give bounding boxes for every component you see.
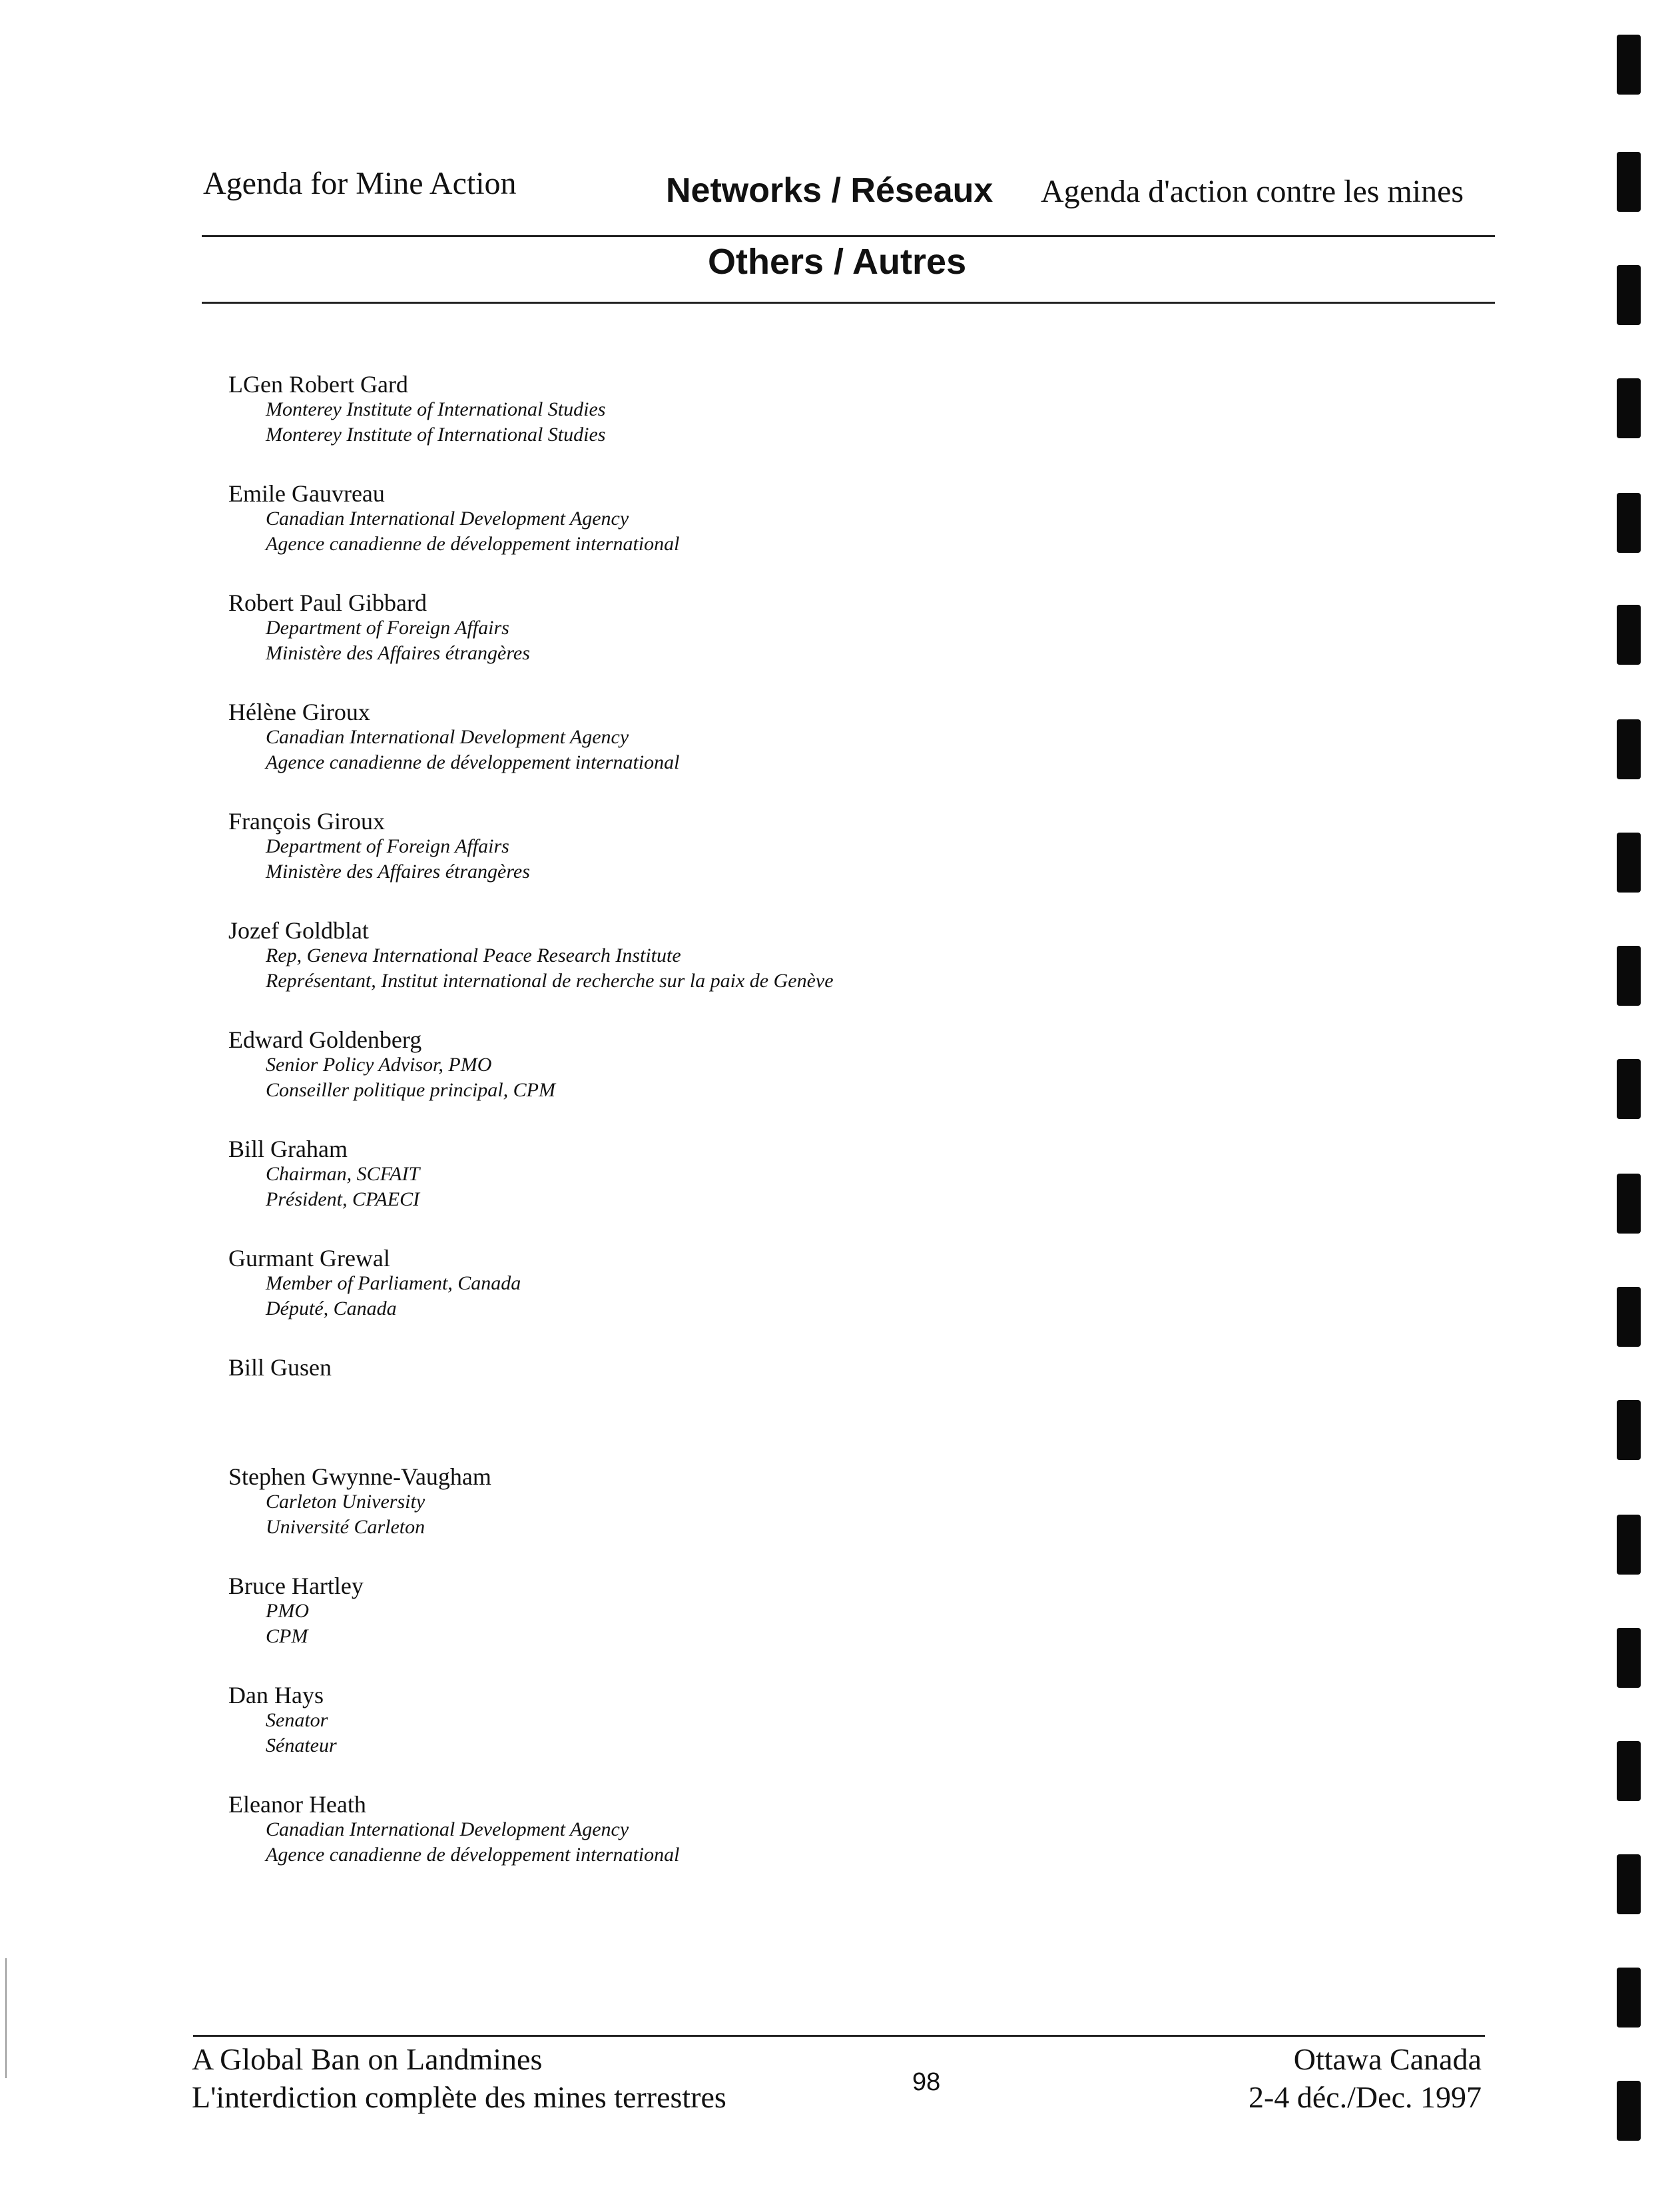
binding-hole bbox=[1617, 1854, 1641, 1914]
participant-entry bbox=[228, 1682, 1294, 1792]
binding-hole bbox=[1617, 833, 1641, 893]
scan-edge-mark bbox=[5, 1958, 7, 2078]
participant-affiliation-en: Canadian International Development Agency bbox=[266, 1818, 629, 1840]
binding-hole bbox=[1617, 605, 1641, 665]
participant-affiliation-fr: CPM bbox=[266, 1625, 308, 1647]
participant-name: Bruce Hartley bbox=[228, 1573, 364, 1599]
participant-entry bbox=[228, 1355, 1294, 1464]
footer-title-en: A Global Ban on Landmines bbox=[192, 2042, 543, 2076]
participant-name: François Giroux bbox=[228, 808, 385, 835]
binding-hole bbox=[1617, 2081, 1641, 2141]
binding-hole bbox=[1617, 493, 1641, 553]
binding-hole bbox=[1617, 1400, 1641, 1460]
participant-entry bbox=[228, 481, 1294, 590]
participant-entry bbox=[228, 1464, 1294, 1573]
participant-affiliation-en: Chairman, SCFAIT bbox=[266, 1163, 420, 1185]
binding-hole bbox=[1617, 378, 1641, 438]
participant-affiliation-fr: Député, Canada bbox=[266, 1297, 397, 1319]
participant-affiliation-fr: Conseiller politique principal, CPM bbox=[266, 1079, 555, 1101]
participant-affiliation-en: Member of Parliament, Canada bbox=[266, 1272, 521, 1294]
participant-affiliation-fr: Agence canadienne de développement international bbox=[266, 1844, 680, 1866]
participant-name: Bill Graham bbox=[228, 1136, 348, 1162]
participant-entry bbox=[228, 372, 1294, 481]
participant-affiliation-en: Canadian International Development Agency bbox=[266, 508, 629, 530]
participant-affiliation-fr: Ministère des Affaires étrangères bbox=[266, 642, 530, 664]
participant-name: Dan Hays bbox=[228, 1682, 324, 1708]
participant-affiliation-en: Department of Foreign Affairs bbox=[266, 617, 509, 639]
binding-hole bbox=[1617, 1515, 1641, 1575]
participant-affiliation-fr: Agence canadienne de développement international bbox=[266, 533, 680, 555]
participant-affiliation-en: Rep, Geneva International Peace Research Institute bbox=[266, 944, 681, 966]
participant-name: Edward Goldenberg bbox=[228, 1026, 422, 1053]
binding-hole bbox=[1617, 946, 1641, 1006]
participant-entry bbox=[228, 699, 1294, 809]
participant-affiliation-fr: Président, CPAECI bbox=[266, 1188, 420, 1210]
binding-hole bbox=[1617, 1741, 1641, 1801]
header-center-title: Networks / Réseaux bbox=[666, 171, 993, 210]
participant-affiliation-fr: Sénateur bbox=[266, 1734, 337, 1756]
participant-affiliation-en: Senator bbox=[266, 1709, 328, 1731]
participant-name: Emile Gauvreau bbox=[228, 480, 385, 507]
participant-affiliation-en: Carleton University bbox=[266, 1491, 425, 1513]
header-left-title: Agenda for Mine Action bbox=[203, 166, 517, 201]
footer-location: Ottawa Canada bbox=[1293, 2042, 1482, 2076]
participant-affiliation-fr: Représentant, Institut international de recherche sur la paix de Genève bbox=[266, 970, 834, 992]
participant-entry bbox=[228, 1246, 1294, 1355]
participant-entry bbox=[228, 1573, 1294, 1682]
participant-affiliation-fr: Monterey Institute of International Studies bbox=[266, 424, 606, 446]
participant-affiliation-fr: Université Carleton bbox=[266, 1516, 425, 1538]
participant-list bbox=[228, 372, 1294, 1901]
participant-affiliation-en: Senior Policy Advisor, PMO bbox=[266, 1054, 492, 1076]
binding-hole bbox=[1617, 1968, 1641, 2028]
binding-hole bbox=[1617, 1287, 1641, 1347]
header-right-title: Agenda d'action contre les mines bbox=[1041, 174, 1464, 209]
binding-hole bbox=[1617, 265, 1641, 325]
header-rule-top bbox=[202, 235, 1495, 237]
participant-name: Robert Paul Gibbard bbox=[228, 589, 427, 616]
participant-affiliation-en: Monterey Institute of International Studies bbox=[266, 398, 606, 420]
participant-affiliation-fr: Ministère des Affaires étrangères bbox=[266, 861, 530, 883]
participant-affiliation-en: Department of Foreign Affairs bbox=[266, 835, 509, 857]
participant-name: Jozef Goldblat bbox=[228, 917, 369, 944]
binding-holes bbox=[1617, 0, 1643, 2212]
page-number: 98 bbox=[912, 2068, 941, 2096]
participant-entry bbox=[228, 918, 1294, 1027]
participant-entry bbox=[228, 1792, 1294, 1901]
binding-hole bbox=[1617, 1174, 1641, 1234]
participant-affiliation-fr: Agence canadienne de développement international bbox=[266, 751, 680, 773]
binding-hole bbox=[1617, 719, 1641, 779]
section-subtitle: Others / Autres bbox=[708, 242, 967, 282]
participant-name: Stephen Gwynne-Vaugham bbox=[228, 1463, 491, 1490]
binding-hole bbox=[1617, 35, 1641, 95]
participant-name: LGen Robert Gard bbox=[228, 371, 408, 398]
participant-entry bbox=[228, 1027, 1294, 1136]
footer-dates: 2-4 déc./Dec. 1997 bbox=[1249, 2080, 1482, 2114]
binding-hole bbox=[1617, 1059, 1641, 1119]
participant-affiliation-en: Canadian International Development Agency bbox=[266, 726, 629, 748]
participant-entry bbox=[228, 590, 1294, 699]
header-rule-bottom bbox=[202, 302, 1495, 304]
participant-name: Gurmant Grewal bbox=[228, 1245, 390, 1272]
participant-name: Eleanor Heath bbox=[228, 1791, 366, 1818]
participant-name: Bill Gusen bbox=[228, 1354, 332, 1381]
participant-entry bbox=[228, 1136, 1294, 1246]
footer-rule bbox=[193, 2035, 1485, 2037]
participant-affiliation-en: PMO bbox=[266, 1600, 309, 1622]
participant-entry bbox=[228, 809, 1294, 918]
footer-title-fr: L'interdiction complète des mines terrestres bbox=[192, 2080, 726, 2114]
participant-name: Hélène Giroux bbox=[228, 699, 370, 725]
binding-hole bbox=[1617, 1628, 1641, 1688]
binding-hole bbox=[1617, 152, 1641, 212]
